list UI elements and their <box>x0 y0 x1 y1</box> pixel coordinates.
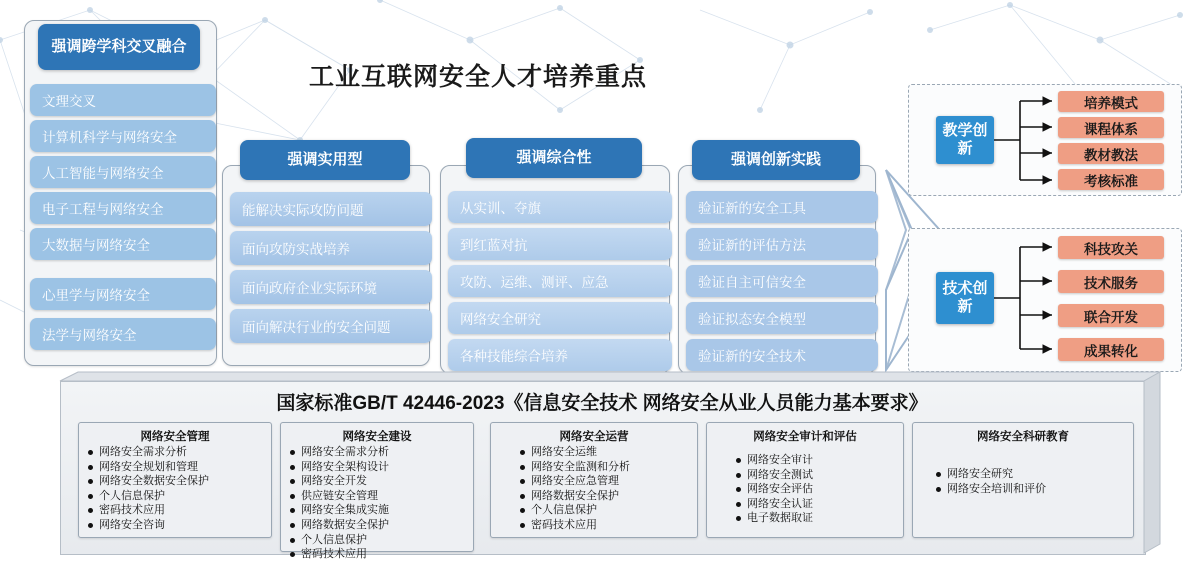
column-header-comprehensive: 强调综合性 <box>466 138 642 178</box>
chip-interdisciplinary-3: 电子工程与网络安全 <box>30 192 216 224</box>
chip-interdisciplinary-2: 人工智能与网络安全 <box>30 156 216 188</box>
list-item: 网络安全开发 <box>301 474 467 489</box>
standard-group-operation <box>490 422 698 538</box>
list-item: 网络安全培训和评价 <box>947 482 1127 497</box>
chip-innovation-1: 验证新的评估方法 <box>686 228 878 260</box>
salmon-tech-0: 科技攻关 <box>1058 236 1164 259</box>
chip-innovation-3: 验证拟态安全模型 <box>686 302 878 334</box>
standard-group-title: 网络安全运营 <box>559 431 629 443</box>
salmon-teaching-3: 考核标准 <box>1058 169 1164 190</box>
chip-comprehensive-3: 网络安全研究 <box>448 302 672 334</box>
list-item: 网络安全需求分析 <box>99 445 265 460</box>
salmon-tech-1: 技术服务 <box>1058 270 1164 293</box>
list-item: 网络安全架构设计 <box>301 460 467 475</box>
chip-comprehensive-4: 各种技能综合培养 <box>448 339 672 371</box>
column-header-interdisciplinary: 强调跨学科交叉融合 <box>38 24 200 70</box>
list-item: 网络安全规划和管理 <box>99 460 265 475</box>
list-item: 网络安全监测和分析 <box>531 460 691 475</box>
salmon-tech-3: 成果转化 <box>1058 338 1164 361</box>
list-item: 电子数据取证 <box>747 511 897 526</box>
list-item: 网络安全研究 <box>947 467 1127 482</box>
chip-interdisciplinary-0: 文理交叉 <box>30 84 216 116</box>
list-item: 个人信息保护 <box>531 503 691 518</box>
standard-group-title: 网络安全管理 <box>140 431 210 443</box>
chip-comprehensive-1: 到红蓝对抗 <box>448 228 672 260</box>
salmon-teaching-1: 课程体系 <box>1058 117 1164 138</box>
list-item: 网络安全测试 <box>747 468 897 483</box>
chip-practical-3: 面向解决行业的安全问题 <box>230 309 432 343</box>
salmon-tech-2: 联合开发 <box>1058 304 1164 327</box>
list-item: 网络安全咨询 <box>99 518 265 533</box>
list-item: 网络安全评估 <box>747 482 897 497</box>
salmon-teaching-0: 培养模式 <box>1058 91 1164 112</box>
chip-innovation-2: 验证自主可信安全 <box>686 265 878 297</box>
standard-group-construction <box>280 422 474 561</box>
standard-title: 国家标准GB/T 42446-2023《信息安全技术 网络安全从业人员能力基本要求》 <box>276 393 928 414</box>
chip-interdisciplinary-5: 心里学与网络安全 <box>30 278 216 310</box>
chip-practical-0: 能解决实际攻防问题 <box>230 192 432 226</box>
list-item: 网络安全集成实施 <box>301 503 467 518</box>
chip-innovation-0: 验证新的安全工具 <box>686 191 878 223</box>
chip-interdisciplinary-1: 计算机科学与网络安全 <box>30 120 216 152</box>
salmon-teaching-2: 教材教法 <box>1058 143 1164 164</box>
standard-group-list <box>281 423 473 566</box>
chip-interdisciplinary-6: 法学与网络安全 <box>30 318 216 350</box>
chip-comprehensive-0: 从实训、夺旗 <box>448 191 672 223</box>
list-item: 个人信息保护 <box>301 533 467 548</box>
standard-group-audit <box>706 422 904 538</box>
list-item: 供应链安全管理 <box>301 489 467 504</box>
list-item: 网络安全需求分析 <box>301 445 467 460</box>
chip-interdisciplinary-4: 大数据与网络安全 <box>30 228 216 260</box>
column-header-innovation-practice: 强调创新实践 <box>692 140 860 180</box>
list-item: 网络安全运维 <box>531 445 691 460</box>
list-item: 密码技术应用 <box>301 547 467 562</box>
list-item: 网络安全应急管理 <box>531 474 691 489</box>
chip-practical-2: 面向政府企业实际环境 <box>230 270 432 304</box>
node-teaching-innovation: 教学创新 <box>936 116 994 164</box>
list-item: 网络安全审计 <box>747 453 897 468</box>
standard-group-management <box>78 422 272 538</box>
list-item: 密码技术应用 <box>531 518 691 533</box>
list-item: 网络安全数据安全保护 <box>99 474 265 489</box>
standard-group-research-education <box>912 422 1134 538</box>
list-item: 个人信息保护 <box>99 489 265 504</box>
chip-practical-1: 面向攻防实战培养 <box>230 231 432 265</box>
chip-comprehensive-2: 攻防、运维、测评、应急 <box>448 265 672 297</box>
standard-group-title: 网络安全建设 <box>342 431 412 443</box>
column-header-practical: 强调实用型 <box>240 140 410 180</box>
page-title: 工业互联网安全人才培养重点 <box>308 63 647 91</box>
list-item: 网络数据安全保护 <box>301 518 467 533</box>
standard-group-title: 网络安全审计和评估 <box>753 431 857 443</box>
standard-group-title: 网络安全科研教育 <box>977 431 1069 443</box>
chip-innovation-4: 验证新的安全技术 <box>686 339 878 371</box>
node-technology-innovation: 技术创新 <box>936 272 994 324</box>
list-item: 网络数据安全保护 <box>531 489 691 504</box>
list-item: 网络安全认证 <box>747 497 897 512</box>
list-item: 密码技术应用 <box>99 503 265 518</box>
